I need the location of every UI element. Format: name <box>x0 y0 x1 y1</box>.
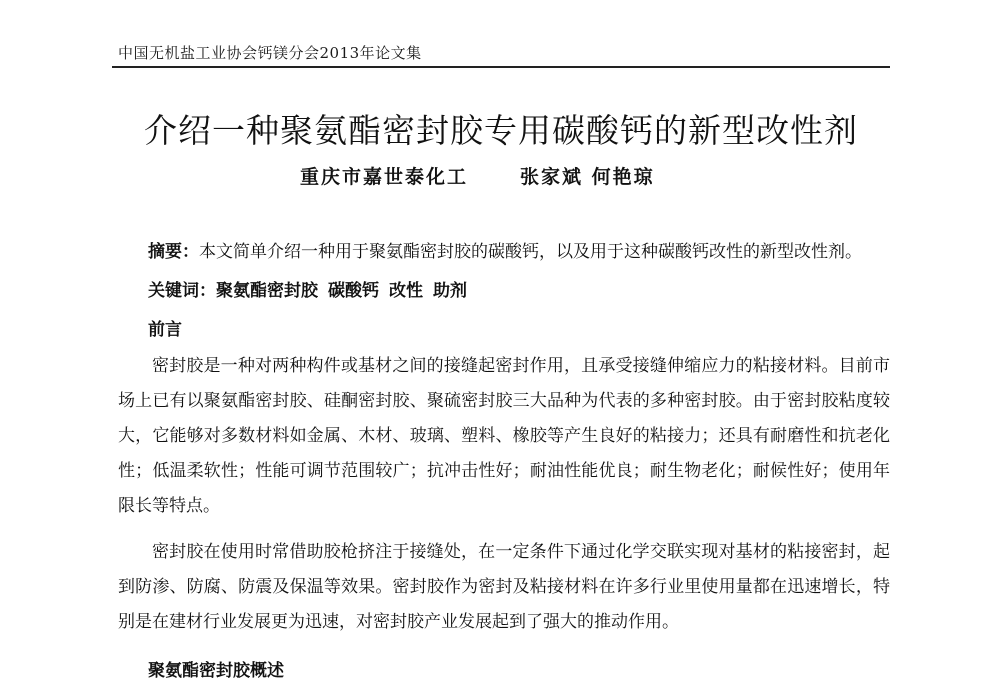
author-line <box>300 162 655 189</box>
abstract-text: 本文简单介绍一种用于聚氨酯密封胶的碳酸钙，以及用于这种碳酸钙改性的新型改性剂。 <box>199 242 862 262</box>
keywords-label: 关键词： <box>148 281 216 301</box>
keyword: 助剂 <box>433 281 467 301</box>
section-heading: 聚氨酯密封胶概述 <box>148 661 284 681</box>
affiliation: 重庆市嘉世泰化工 <box>300 166 469 188</box>
preface-heading: 前言 <box>148 320 182 340</box>
header-rule <box>112 66 890 68</box>
body-paragraph: 密封胶在使用时常借助胶枪挤注于接缝处，在一定条件下通过化学交联实现对基材的粘接密封，起到防渗、防腐、防震及保温等效果。密封胶作为密封及粘接材料在许多行业里使用量都在迅速增长，特别是在建材行业发展更为迅速，对密封胶产业发展起到了强大的推动作用。 <box>118 542 890 632</box>
keywords <box>148 276 477 301</box>
keyword: 碳酸钙 <box>328 281 379 301</box>
author-names: 张家斌 何艳琼 <box>520 166 655 188</box>
running-head: 中国无机盐工业协会钙镁分会2013年论文集 <box>118 44 422 62</box>
abstract-label: 摘要： <box>148 242 199 262</box>
abstract <box>148 237 862 262</box>
body-paragraph: 密封胶是一种对两种构件或基材之间的接缝起密封作用，且承受接缝伸缩应力的粘接材料。目前市场上已有以聚氨酯密封胶、硅酮密封胶、聚硫密封胶三大品种为代表的多种密封胶。由于密封胶粘度较大，它能够对多数材料如金属、木材、玻璃、塑料、橡胶等产生良好的粘接力；还具有耐磨性和抗老化性；低温柔软性；性能可调节范围较广；抗冲击性好；耐油性能优良；耐生物老化；耐候性好；使用年限长等特点。 <box>118 356 890 516</box>
keyword: 聚氨酯密封胶 <box>216 281 318 301</box>
keyword: 改性 <box>389 281 423 301</box>
article-title: 介绍一种聚氨酯密封胶专用碳酸钙的新型改性剂 <box>144 111 858 150</box>
